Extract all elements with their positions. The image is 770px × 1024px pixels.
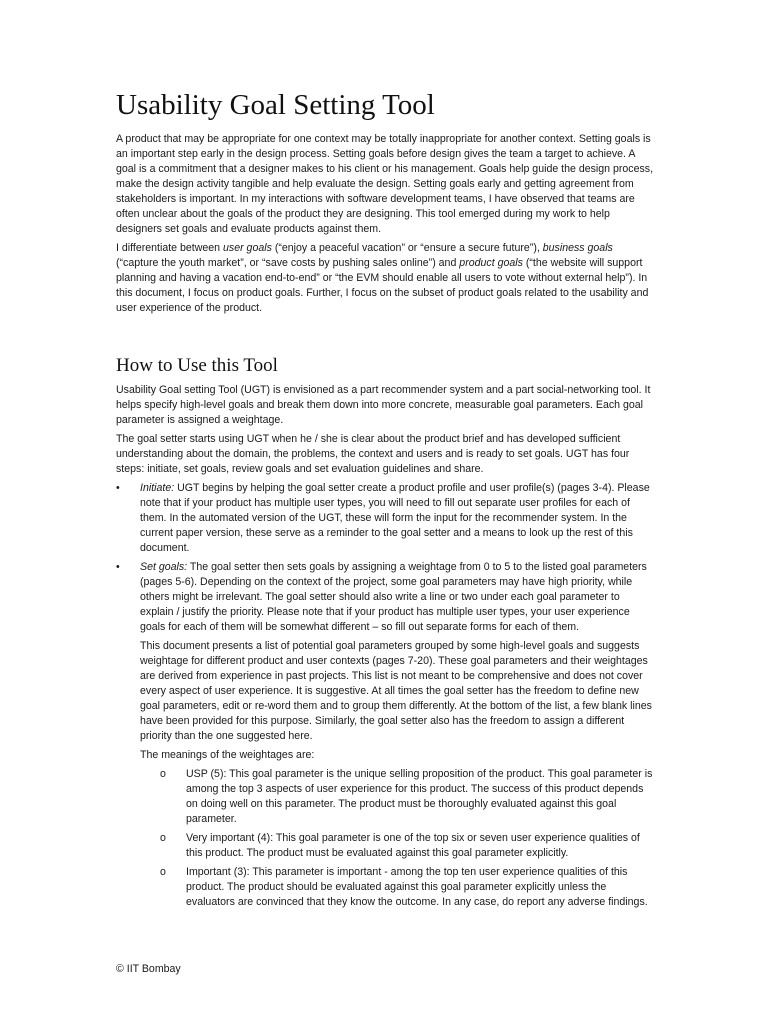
section-heading-how-to: How to Use this Tool — [116, 355, 278, 376]
step-label: Initiate: — [140, 482, 175, 494]
intro-paragraph-2: I differentiate between user goals (“enjoy a peaceful vacation” or “ensure a secure future”), business goals (“capture the youth market”, or “save costs by pushing sales online”) and product goals (“the website will support planning and having a vacation end-to-end” or “the EVM should enable all users to vote without external help”). In this document, I focus on product goals. Further, I focus on the subset of product goals related to the usability and user experience of the product. — [116, 242, 649, 314]
circle-bullet-icon: o — [160, 768, 166, 780]
page-footer: © IIT Bombay — [116, 963, 181, 975]
document-title: Usability Goal Setting Tool — [116, 89, 435, 121]
step-set-goals — [116, 560, 656, 910]
how-to-paragraph-1: Usability Goal setting Tool (UGT) is envisioned as a part recommender system and a part social-networking tool. It helps specify high-level goals and break them down into more concrete, measurable goal parameters. Each goal parameter is assigned a weightage. — [116, 384, 651, 426]
document-page — [116, 86, 656, 914]
step-initiate — [116, 481, 656, 556]
step-label: Set goals: — [140, 561, 188, 573]
circle-bullet-icon: o — [160, 866, 166, 878]
weightage-intro: The meanings of the weightages are: — [140, 749, 315, 761]
step-text: The goal setter then sets goals by assigning a weightage from 0 to 5 to the listed goal parameters (pages 5-6). Depending on the context of the project, some goal parameters may have high priority, while others might be irrelevant. The goal setter should also write a line or two under each goal parameter to explain / justify the priority. Please note that if your product has multiple user types, your user experience goals for each of them will be somewhat different – so fill out separate forms for each of them. — [140, 561, 647, 633]
steps-list — [116, 481, 656, 910]
set-goals-paragraph-2: This document presents a list of potential goal parameters grouped by some high-level goals and suggests weightage for different product and user contexts (pages 7-20). These goal parameters and their weightages are derived from experience in past projects. This list is not meant to be comprehensive and does not cover every aspect of user experience. It is suggestive. At all times the goal setter has the freedom to define new goal parameters, edit or re-word them and to group them differently. At the bottom of the list, a few blank lines have been provided for this purpose. Similarly, the goal setter also has the freedom to assign a different priority than the one suggested here. — [140, 640, 652, 742]
bullet-icon: • — [116, 561, 120, 573]
list-item: o Important (3): This parameter is important - among the top ten user experience qualities of this product. The product should be evaluated against this goal parameter explicitly unless the evaluators are convinced that they know the outcome. In any case, do report any adverse findings. — [160, 866, 648, 908]
circle-bullet-icon: o — [160, 832, 166, 844]
list-item: o USP (5): This goal parameter is the unique selling proposition of the product. This goal parameter is among the top 3 aspects of user experience for this product. The success of this product depends on doing well on this parameter. The product must be thoroughly evaluated against this goal parameter. — [160, 768, 653, 825]
list-item: o Very important (4): This goal parameter is one of the top six or seven user experience qualities of this product. The product must be evaluated against this goal parameter explicitly. — [160, 832, 640, 859]
intro-paragraph-1: A product that may be appropriate for one context may be totally inappropriate for another context. Setting goals is an important step early in the design process. Setting goals before design gives the team a target to achieve. A goal is a commitment that a designer makes to his client or his management. Goals help guide the design process, make the design activity tangible and help evaluate the design. Setting goals early and getting agreement from stakeholders is important. In my interactions with software development teams, I have observed that teams are often unclear about the goals of the product they are designing. This tool emerged during my work to help designers set goals and evaluate products against them. — [116, 133, 654, 235]
step-text: UGT begins by helping the goal setter create a product profile and user profile(s) (pages 3-4). Please note that if your product has multiple user types, you will need to fill out separate user profiles for each of them. In the automated version of the UGT, these will form the input for the recommender system. In the current paper version, these serve as a reminder to the goal setter and a means to look up the rest of this document. — [140, 482, 650, 554]
weightage-list — [140, 767, 656, 910]
bullet-icon: • — [116, 482, 120, 494]
how-to-paragraph-2: The goal setter starts using UGT when he / she is clear about the product brief and has developed sufficient understanding about the domain, the problems, the context and users and is ready to set goals. UGT has four steps: initiate, set goals, review goals and set evaluation guidelines and share. — [116, 433, 630, 475]
